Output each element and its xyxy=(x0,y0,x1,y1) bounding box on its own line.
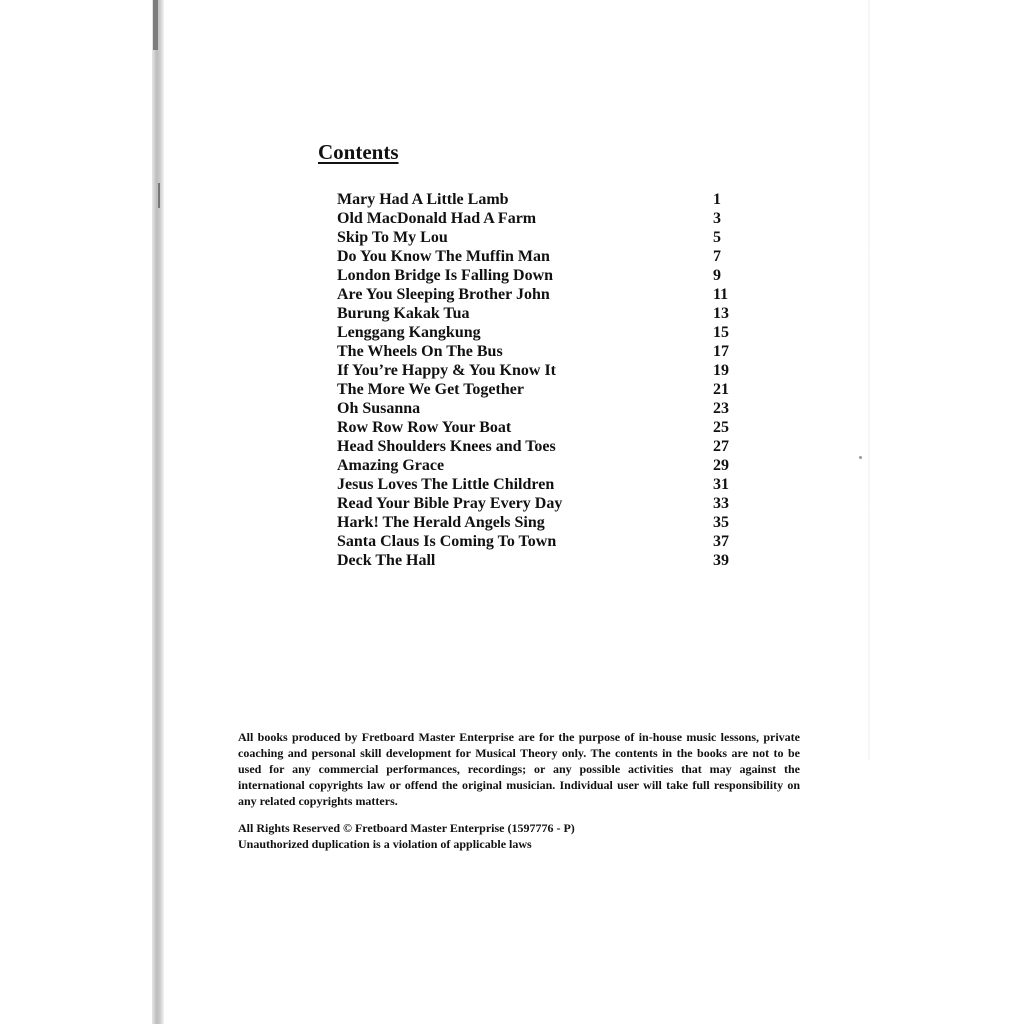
binding-shadow xyxy=(153,0,158,50)
toc-entry xyxy=(337,266,737,285)
table-of-contents xyxy=(337,190,737,570)
toc-entry-title: Read Your Bible Pray Every Day xyxy=(337,495,563,512)
toc-entry-page-number: 39 xyxy=(713,552,729,569)
toc-entry-title: Lenggang Kangkung xyxy=(337,324,481,341)
toc-entry-page-number: 21 xyxy=(713,381,729,398)
toc-entry-page-number: 33 xyxy=(713,495,729,512)
toc-entry-page-number: 37 xyxy=(713,533,729,550)
toc-entry xyxy=(337,494,737,513)
scan-mark xyxy=(158,183,160,208)
toc-entry-page-number: 9 xyxy=(713,267,721,284)
toc-entry xyxy=(337,475,737,494)
toc-entry-title: Burung Kakak Tua xyxy=(337,305,470,322)
toc-entry-title: The Wheels On The Bus xyxy=(337,343,503,360)
toc-entry xyxy=(337,437,737,456)
toc-entry-page-number: 23 xyxy=(713,400,729,417)
toc-entry-page-number: 19 xyxy=(713,362,729,379)
toc-entry-title: Deck The Hall xyxy=(337,552,436,569)
toc-entry-title: Are You Sleeping Brother John xyxy=(337,286,550,303)
toc-entry-title: Santa Claus Is Coming To Town xyxy=(337,533,557,550)
toc-entry-page-number: 27 xyxy=(713,438,729,455)
toc-entry xyxy=(337,399,737,418)
toc-entry-page-number: 13 xyxy=(713,305,729,322)
toc-entry-title: Skip To My Lou xyxy=(337,229,448,246)
toc-entry-title: Oh Susanna xyxy=(337,400,421,417)
toc-entry-title: Old MacDonald Had A Farm xyxy=(337,210,537,227)
toc-entry-page-number: 7 xyxy=(713,248,721,265)
toc-entry-page-number: 35 xyxy=(713,514,729,531)
toc-entry xyxy=(337,247,737,266)
toc-entry-title: The More We Get Together xyxy=(337,381,524,398)
duplication-warning-line: Unauthorized duplication is a violation of applicable laws xyxy=(238,837,532,851)
toc-entry xyxy=(337,532,737,551)
toc-entry xyxy=(337,285,737,304)
toc-entry xyxy=(337,304,737,323)
toc-entry-title: Row Row Row Your Boat xyxy=(337,419,512,436)
toc-entry-title: Mary Had A Little Lamb xyxy=(337,191,509,208)
toc-entry-title: Head Shoulders Knees and Toes xyxy=(337,438,556,455)
contents-heading: Contents xyxy=(318,140,399,164)
toc-entry-page-number: 11 xyxy=(713,286,729,303)
toc-entry xyxy=(337,456,737,475)
toc-entry-page-number: 29 xyxy=(713,457,729,474)
rights-block xyxy=(238,820,575,852)
toc-entry xyxy=(337,190,737,209)
toc-entry-page-number: 25 xyxy=(713,419,729,436)
toc-entry-title: Jesus Loves The Little Children xyxy=(337,476,555,493)
toc-entry xyxy=(337,380,737,399)
copyright-notice: All books produced by Fretboard Master Enterprise are for the purpose of in-house music lessons, private coaching and personal skill development for Musical Theory only. The contents in the books are not to be used for any commercial performances, recordings; or any possible activities that may against the international copyrights law or offend the original musician. Individual user will take full responsibility on any related copyrights matters. xyxy=(238,730,800,808)
toc-entry xyxy=(337,418,737,437)
toc-entry-title: Do You Know The Muffin Man xyxy=(337,248,550,265)
page-edge xyxy=(868,0,870,760)
toc-entry-page-number: 3 xyxy=(713,210,721,227)
rights-reserved-line: All Rights Reserved © Fretboard Master Enterprise (1597776 - P) xyxy=(238,821,575,835)
toc-entry xyxy=(337,228,737,247)
toc-entry xyxy=(337,361,737,380)
toc-entry-page-number: 1 xyxy=(713,191,721,208)
toc-entry-title: London Bridge Is Falling Down xyxy=(337,267,554,284)
toc-entry-page-number: 31 xyxy=(713,476,729,493)
toc-entry xyxy=(337,513,737,532)
toc-entry-page-number: 15 xyxy=(713,324,729,341)
toc-entry-title: Amazing Grace xyxy=(337,457,445,474)
toc-entry xyxy=(337,342,737,361)
toc-entry xyxy=(337,551,737,570)
toc-entry-page-number: 17 xyxy=(713,343,729,360)
scan-speck xyxy=(859,456,862,459)
toc-entry-title: Hark! The Herald Angels Sing xyxy=(337,514,545,531)
toc-entry xyxy=(337,323,737,342)
toc-entry-page-number: 5 xyxy=(713,229,721,246)
binding-edge xyxy=(152,0,164,1024)
toc-entry xyxy=(337,209,737,228)
toc-entry-title: If You’re Happy & You Know It xyxy=(337,362,556,379)
